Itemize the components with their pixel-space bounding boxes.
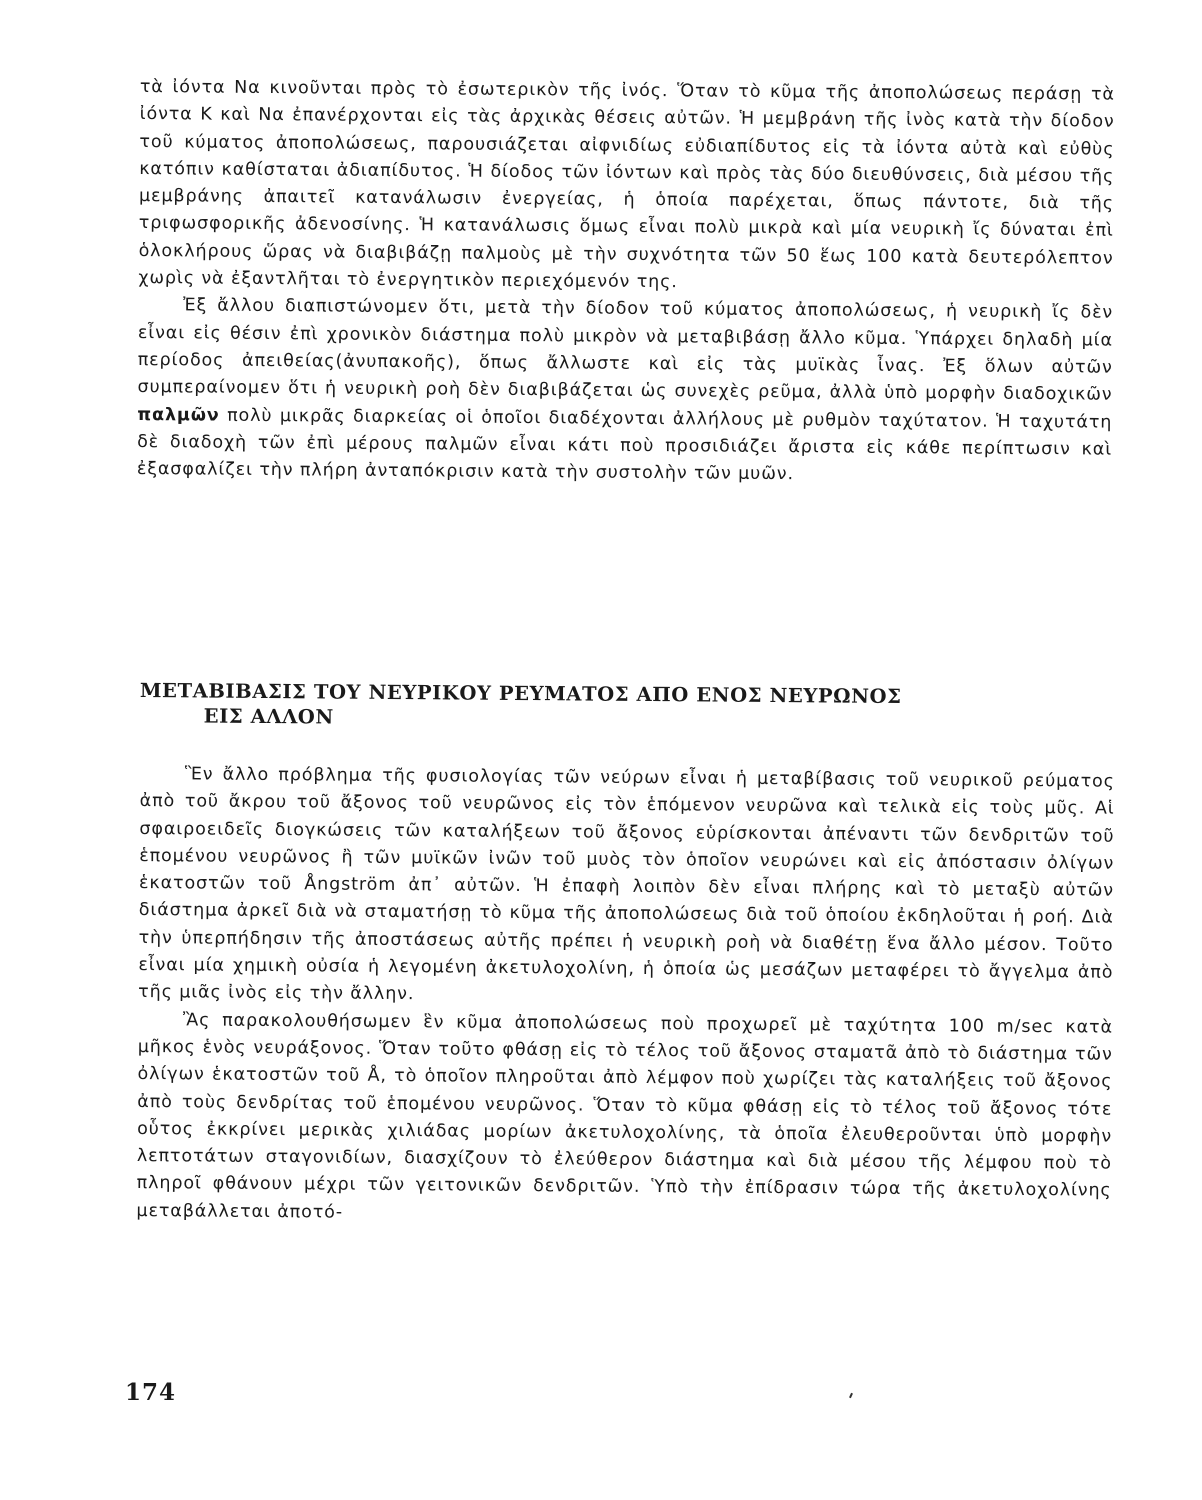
paragraph: τὰ ἰόντα Να κινοῦνται πρὸς τὸ ἐσωτερικὸν τῆς ἰνός. Ὅταν τὸ κῦμα τῆς ἀποπολώσεως περάσῃ τὰ ἰόντα Κ καὶ Να ἐπανέρχονται εἰς τὰς ἀρχικὰς θέσεις αὐτῶν. Ἡ μεμβράνη τῆς ἰνὸς κατὰ τὴν δίοδον τοῦ κύματος ἀποπολώσεως, παρουσιάζεται αἰφνιδίως εὐδιαπίδυτος εἰς τὰ ἰόντα αὐτὰ καὶ εὐθὺς κατόπιν καθίσταται ἀδιαπίδυτος. Ἡ δίοδος τῶν ἰόντων καὶ πρὸς τὰς δύο διευθύνσεις, διὰ μέσου τῆς μεμβράνης ἀπαιτεῖ κατανάλωσιν ἐνεργείας, ἡ ὁποία παρέχεται, ὅπως πάντοτε, διὰ τῆς τριφωσφορικῆς ἀδενοσίνης. Ἡ κατανάλωσις ὅμως εἶναι πολὺ μικρὰ καὶ μία νευρικὴ ἴς δύναται ἐπὶ ὁλοκλήρους ὥρας νὰ διαβιβάζῃ παλμοὺς μὲ τὴν συχνότητα τῶν 50 ἕως 100 κατὰ δευτερόλεπτον χωρὶς νὰ ἐξαντλῆται τὸ ἐνεργητικὸν περιεχόμενόν της. <box>138 76 1115 293</box>
paragraph: Ἓν ἄλλο πρόβλημα τῆς φυσιολογίας τῶν νεύρων εἶναι ἡ μεταβίβασις τοῦ νευρικοῦ ρεύματος ἀπὸ τοῦ ἄκρου τοῦ ἄξονος τοῦ νευρῶνος εἰς τὸν ἑπόμενον νευρῶνα καὶ τελικὰ εἰς τοὺς μῦς. Αἱ σφαιροειδεῖς διογκώσεις τῶν καταλήξεων τοῦ ἄξονος εὑρίσκονται ἀπέναντι τῶν δενδριτῶν τοῦ ἑπομένου νευρῶνος ἢ τῶν μυϊκῶν ἰνῶν τοῦ μυὸς τὸν ὁποῖον νευρώνει καὶ εἰς ἀπόστασιν ὀλίγων ἑκατοστῶν τοῦ Ångström ἀπ᾽ αὐτῶν. Ἡ ἐπαφὴ λοιπὸν δὲν εἶναι πλήρης καὶ τὸ μεταξὺ αὐτῶν διάστημα ἀρκεῖ διὰ νὰ σταματήσῃ τὸ κῦμα τῆς ἀποπολώσεως διὰ τοῦ ὁποίου ἐκδηλοῦται ἡ ροή. Διὰ τὴν ὑπερπήδησιν τῆς ἀποστάσεως αὐτῆς πρέπει ἡ νευρικὴ ροὴ νὰ διαθέτῃ ἕνα ἄλλο μέσον. Τοῦτο εἶναι μία χημικὴ οὐσία ἡ λεγομένη ἀκετυλοχολίνη, ἡ ὁποία ὡς μεσάζων μεταφέρει τὸ ἄγγελμα ἀπὸ τῆς μιᾶς ἰνὸς εἰς τὴν ἄλλην. <box>138 764 1115 1005</box>
bold-word: παλμῶν <box>137 404 220 426</box>
text-block-top <box>137 74 1115 491</box>
paragraph-text: Ἐξ ἄλλου διαπιστώνομεν ὅτι, μετὰ τὴν δίοδον τοῦ κύματος ἀποπολώσεως, ἡ νευρικὴ ἴς δὲν εἶναι εἰς θέσιν ἐπὶ χρονικὸν διάστημα πολὺ μικρὸν νὰ μεταβιβάσῃ ἄλλο κῦμα. Ὑπάρχει δηλαδὴ μία περίοδος ἀπειθείας(ἀνυπακοῆς), ὅπως ἄλλωστε καὶ εἰς τὰς μυϊκὰς ἶνας. Ἐξ ὅλων αὐτῶν συμπεραίνομεν ὅτι ἡ νευρικὴ ροὴ δὲν διαβιβάζεται ὡς συνεχὲς ρεῦμα, ἀλλὰ ὑπὸ μορφὴν διαδοχικῶν <box>137 295 1114 405</box>
page-number: 174 <box>125 1379 177 1406</box>
section-heading <box>140 678 1112 736</box>
heading-line: ΕΙΣ ΑΛΛΟΝ <box>203 704 334 729</box>
print-speck <box>849 1393 853 1398</box>
paragraph <box>137 292 1113 491</box>
paragraph-text: πολὺ μικρᾶς διαρκείας οἱ ὁποῖοι διαδέχονται ἀλλήλους μὲ ρυθμὸν ταχύτατον. Ἡ ταχυτάτη δὲ διαδοχὴ τῶν ἐπὶ μέρους παλμῶν εἶναι κάτι ποὺ προσιδιάζει ἄριστα εἰς κάθε περίπτωσιν καὶ ἐξασφαλίζει τὴν πλήρη ἀνταπόκρισιν κατὰ τὴν συστολὴν τῶν μυῶν. <box>136 405 1113 485</box>
paragraph: Ἂς παρακολουθήσωμεν ἓν κῦμα ἀποπολώσεως ποὺ προχωρεῖ μὲ ταχύτητα 100 m/sec κατὰ μῆκος ἑνὸς νευράξονος. Ὅταν τοῦτο φθάσῃ εἰς τὸ τέλος τοῦ ἄξονος σταματᾶ ἀπὸ τὸ διάστημα τῶν ὀλίγων ἑκατοστῶν τοῦ Å, τὸ ὁποῖον πληροῦται ἀπὸ λέμφον ποὺ χωρίζει τὰς καταλήξεις τοῦ ἄξονος ἀπὸ τοὺς δενδρίτας τοῦ ἑπομένου νευρῶνος. Ὅταν τὸ κῦμα φθάσῃ εἰς τὸ τέλος τοῦ ἄξονος τότε οὗτος ἐκκρίνει μερικὰς χιλιάδας μορίων ἀκετυλοχολίνης, τὰ ὁποῖα ἐλευθεροῦνται ὑπὸ μορφὴν λεπτοτάτων σταγονιδίων, διασχίζουν τὸ ἐλεύθερον διάστημα καὶ διὰ μέσου τῆς λέμφου ποὺ τὸ πληροῖ φθάνουν μέχρι τῶν γειτονικῶν δενδριτῶν. Ὑπὸ τὴν ἐπίδρασιν τώρα τῆς ἀκετυλοχολίνης μεταβάλλεται ἀποτό- <box>136 1010 1114 1223</box>
heading-line: ΜΕΤΑΒΙΒΑΣΙΣ ΤΟΥ ΝΕΥΡΙΚΟΥ ΡΕΥΜΑΤΟΣ ΑΠΟ ΕΝΟΣ ΝΕΥΡΩΝΟΣ <box>139 678 902 708</box>
text-block-bottom <box>136 761 1115 1233</box>
